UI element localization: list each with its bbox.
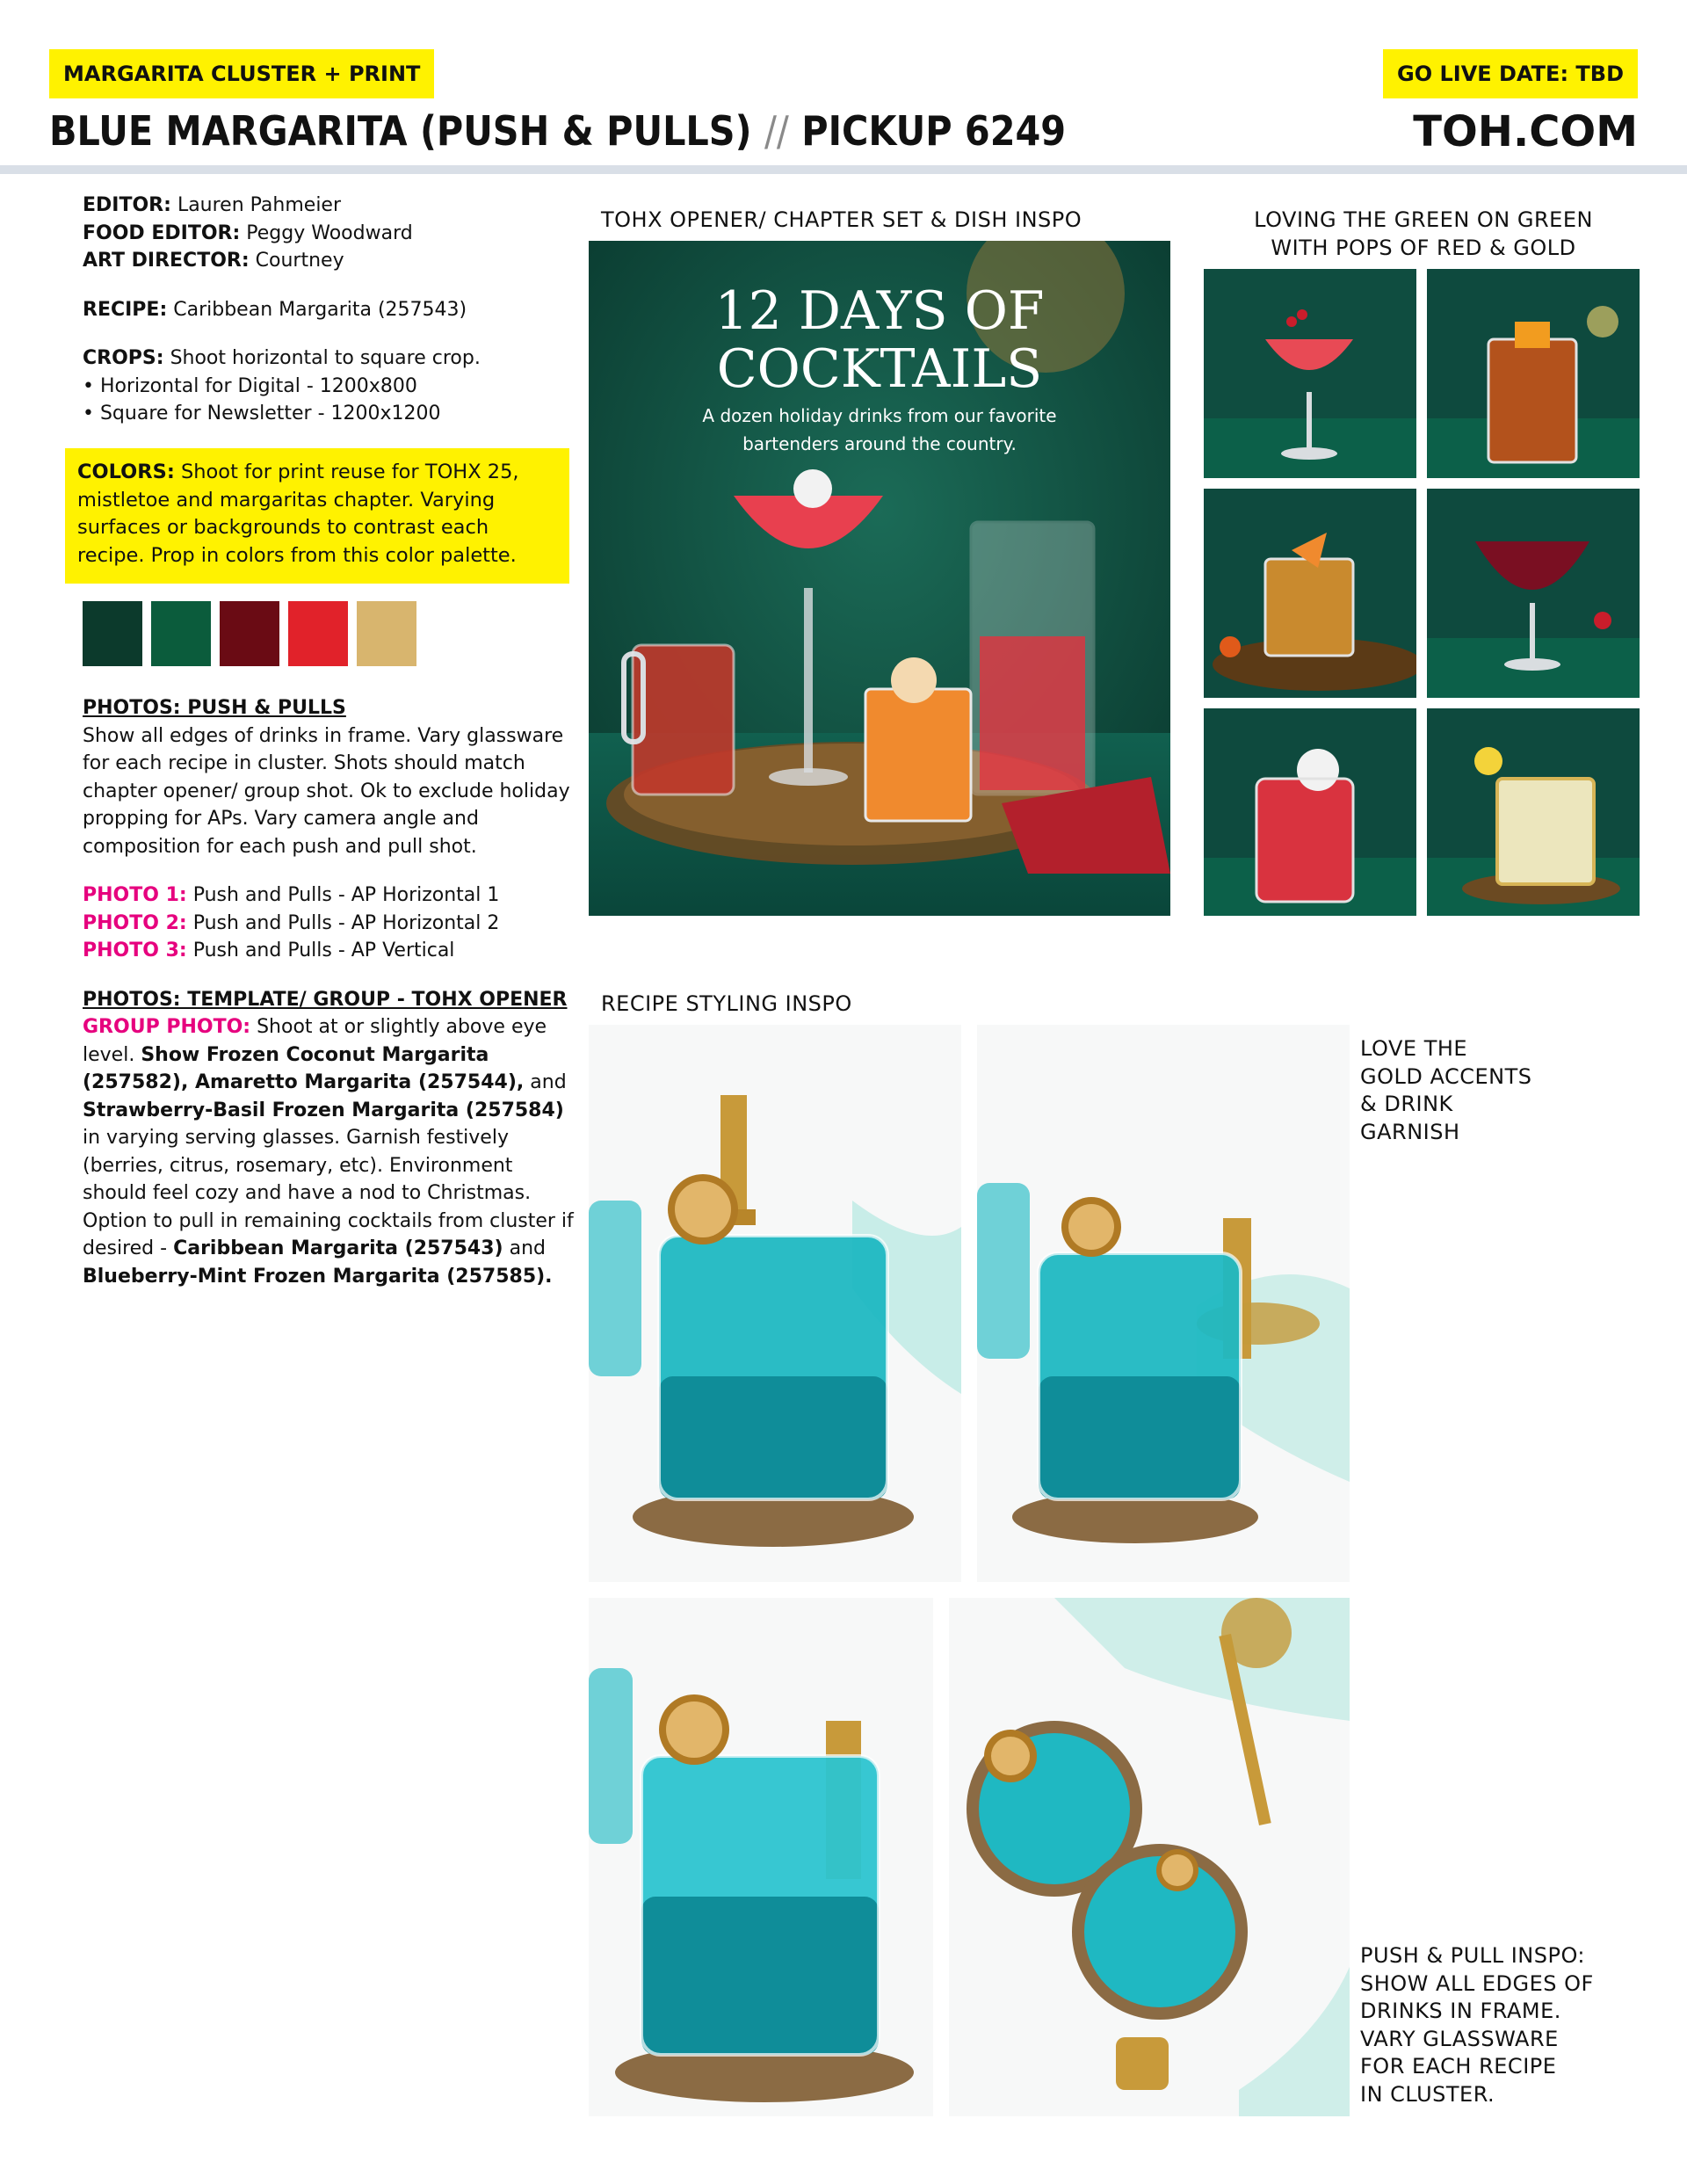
photo2-label: PHOTO 2: bbox=[83, 911, 187, 934]
title-pickup: PICKUP 6249 bbox=[801, 107, 1067, 155]
green-inspo-label-2: WITH POPS OF RED & GOLD bbox=[1271, 236, 1576, 260]
crops-label: CROPS: bbox=[83, 347, 164, 369]
template-b1: Show Frozen Coconut Margarita (257582), Amaretto Margarita (257544), bbox=[83, 1043, 525, 1093]
push-pull-inspo-note bbox=[1360, 1942, 1594, 2108]
site-name: TOH.COM bbox=[1413, 107, 1638, 156]
template-heading: PHOTOS: TEMPLATE/ GROUP - TOHX OPENER bbox=[83, 988, 568, 1011]
photo3-value: Push and Pulls - AP Vertical bbox=[192, 940, 455, 961]
go-live-tag: GO LIVE DATE: TBD bbox=[1383, 49, 1638, 98]
template-b3: Caribbean Margarita (257543) bbox=[173, 1237, 503, 1259]
credits-block bbox=[83, 192, 575, 428]
art-director-label: ART DIRECTOR: bbox=[83, 250, 250, 272]
swatch-burgundy bbox=[220, 601, 279, 666]
styling-photo-2 bbox=[977, 1025, 1350, 1582]
pp-note-line3: DRINKS IN FRAME. bbox=[1360, 1999, 1561, 2023]
opener-inspo-label: TOHX OPENER/ CHAPTER SET & DISH INSPO bbox=[601, 207, 1082, 232]
pp-note-line5: FOR EACH RECIPE bbox=[1360, 2054, 1557, 2079]
recipe-value: Caribbean Margarita (257543) bbox=[173, 298, 467, 321]
green-grid-photo-5 bbox=[1204, 708, 1416, 916]
opener-title-line1: 12 DAYS OF bbox=[714, 280, 1045, 342]
pp-note-line4: VARY GLASSWARE bbox=[1360, 2026, 1559, 2051]
template-t3: in varying serving glasses. Garnish festively (berries, citrus, rosemary, etc). Environment should feel cozy and have a nod to Christmas. Option to pull in remaining cocktails from cluster if desired - bbox=[83, 1127, 574, 1259]
opener-subtitle-line1: A dozen holiday drinks from our favorite bbox=[702, 405, 1057, 426]
cluster-tag: MARGARITA CLUSTER + PRINT bbox=[49, 49, 434, 98]
pp-note-line6: IN CLUSTER. bbox=[1360, 2081, 1495, 2107]
recipe-label: RECIPE: bbox=[83, 298, 168, 321]
title-main: BLUE MARGARITA (PUSH & PULLS) bbox=[49, 107, 752, 155]
green-inspo-label-1: LOVING THE GREEN ON GREEN bbox=[1254, 207, 1593, 232]
template-b2: Strawberry-Basil Frozen Margarita (257584) bbox=[83, 1099, 564, 1121]
gold-note-line1: LOVE THE bbox=[1360, 1036, 1468, 1061]
swatch-red bbox=[288, 601, 348, 666]
gold-note-line3: & DRINK bbox=[1360, 1092, 1453, 1116]
gold-note-line4: GARNISH bbox=[1360, 1119, 1460, 1144]
push-pulls-text: Show all edges of drinks in frame. Vary glassware for each recipe in cluster. Shots should match chapter opener/ group shot. Ok to exclude holiday propping for APs. Vary camera angle and composition for each push and pull shot. bbox=[83, 724, 570, 858]
header-divider bbox=[0, 165, 1687, 174]
photo-instructions bbox=[83, 694, 575, 1290]
photo1-value: Push and Pulls - AP Horizontal 1 bbox=[192, 884, 500, 906]
food-editor-value: Peggy Woodward bbox=[246, 221, 413, 244]
styling-photo-4 bbox=[949, 1598, 1350, 2116]
template-b4: Blueberry-Mint Frozen Margarita (257585). bbox=[83, 1265, 553, 1288]
template-t2: and bbox=[530, 1071, 567, 1093]
opener-subtitle-line2: bartenders around the country. bbox=[742, 433, 1017, 454]
template-t1: Shoot at or slightly above eye level. bbox=[83, 1016, 547, 1066]
gold-note-line2: GOLD ACCENTS bbox=[1360, 1063, 1532, 1089]
green-grid-photo-3 bbox=[1204, 489, 1416, 698]
pp-note-line1: PUSH & PULL INSPO: bbox=[1360, 1943, 1585, 1968]
title-separator: // bbox=[764, 107, 789, 155]
green-grid-photo-6 bbox=[1427, 708, 1640, 916]
gold-accents-note bbox=[1360, 1035, 1532, 1146]
colors-label: COLORS: bbox=[77, 461, 175, 483]
swatch-dark-green bbox=[83, 601, 142, 666]
push-pulls-heading: PHOTOS: PUSH & PULLS bbox=[83, 697, 346, 719]
green-grid-photo-2 bbox=[1427, 269, 1640, 478]
editor-label: EDITOR: bbox=[83, 194, 171, 216]
opener-image bbox=[589, 241, 1170, 916]
group-photo-label: GROUP PHOTO: bbox=[83, 1016, 251, 1038]
swatch-green bbox=[151, 601, 211, 666]
template-text bbox=[83, 1013, 575, 1290]
colors-text: Shoot for print reuse for TOHX 25, mistletoe and margaritas chapter. Varying surfaces or backgrounds to contrast each recipe. Prop in colors from this color palette. bbox=[77, 461, 519, 567]
opener-title-line2: COCKTAILS bbox=[716, 338, 1043, 400]
styling-inspo-label: RECIPE STYLING INSPO bbox=[601, 991, 852, 1016]
styling-photo-1 bbox=[589, 1025, 961, 1582]
pp-note-line2: SHOW ALL EDGES OF bbox=[1360, 1970, 1594, 1996]
photo3-label: PHOTO 3: bbox=[83, 940, 187, 961]
page-title bbox=[49, 107, 1066, 155]
green-grid-photo-1 bbox=[1204, 269, 1416, 478]
template-t4: and bbox=[509, 1237, 546, 1259]
opener-art bbox=[589, 241, 1170, 916]
colors-callout bbox=[65, 448, 569, 584]
food-editor-label: FOOD EDITOR: bbox=[83, 221, 241, 244]
swatch-gold bbox=[357, 601, 416, 666]
styling-photo-3 bbox=[589, 1598, 933, 2116]
green-grid-photo-4 bbox=[1427, 489, 1640, 698]
art-director-value: Courtney bbox=[255, 250, 344, 272]
crops-value: Shoot horizontal to square crop. bbox=[170, 347, 481, 369]
crop-horizontal: • Horizontal for Digital - 1200x800 bbox=[83, 374, 417, 397]
editor-value: Lauren Pahmeier bbox=[177, 194, 342, 216]
crop-square: • Square for Newsletter - 1200x1200 bbox=[83, 403, 441, 424]
photo2-value: Push and Pulls - AP Horizontal 2 bbox=[192, 911, 500, 934]
photo1-label: PHOTO 1: bbox=[83, 884, 187, 906]
